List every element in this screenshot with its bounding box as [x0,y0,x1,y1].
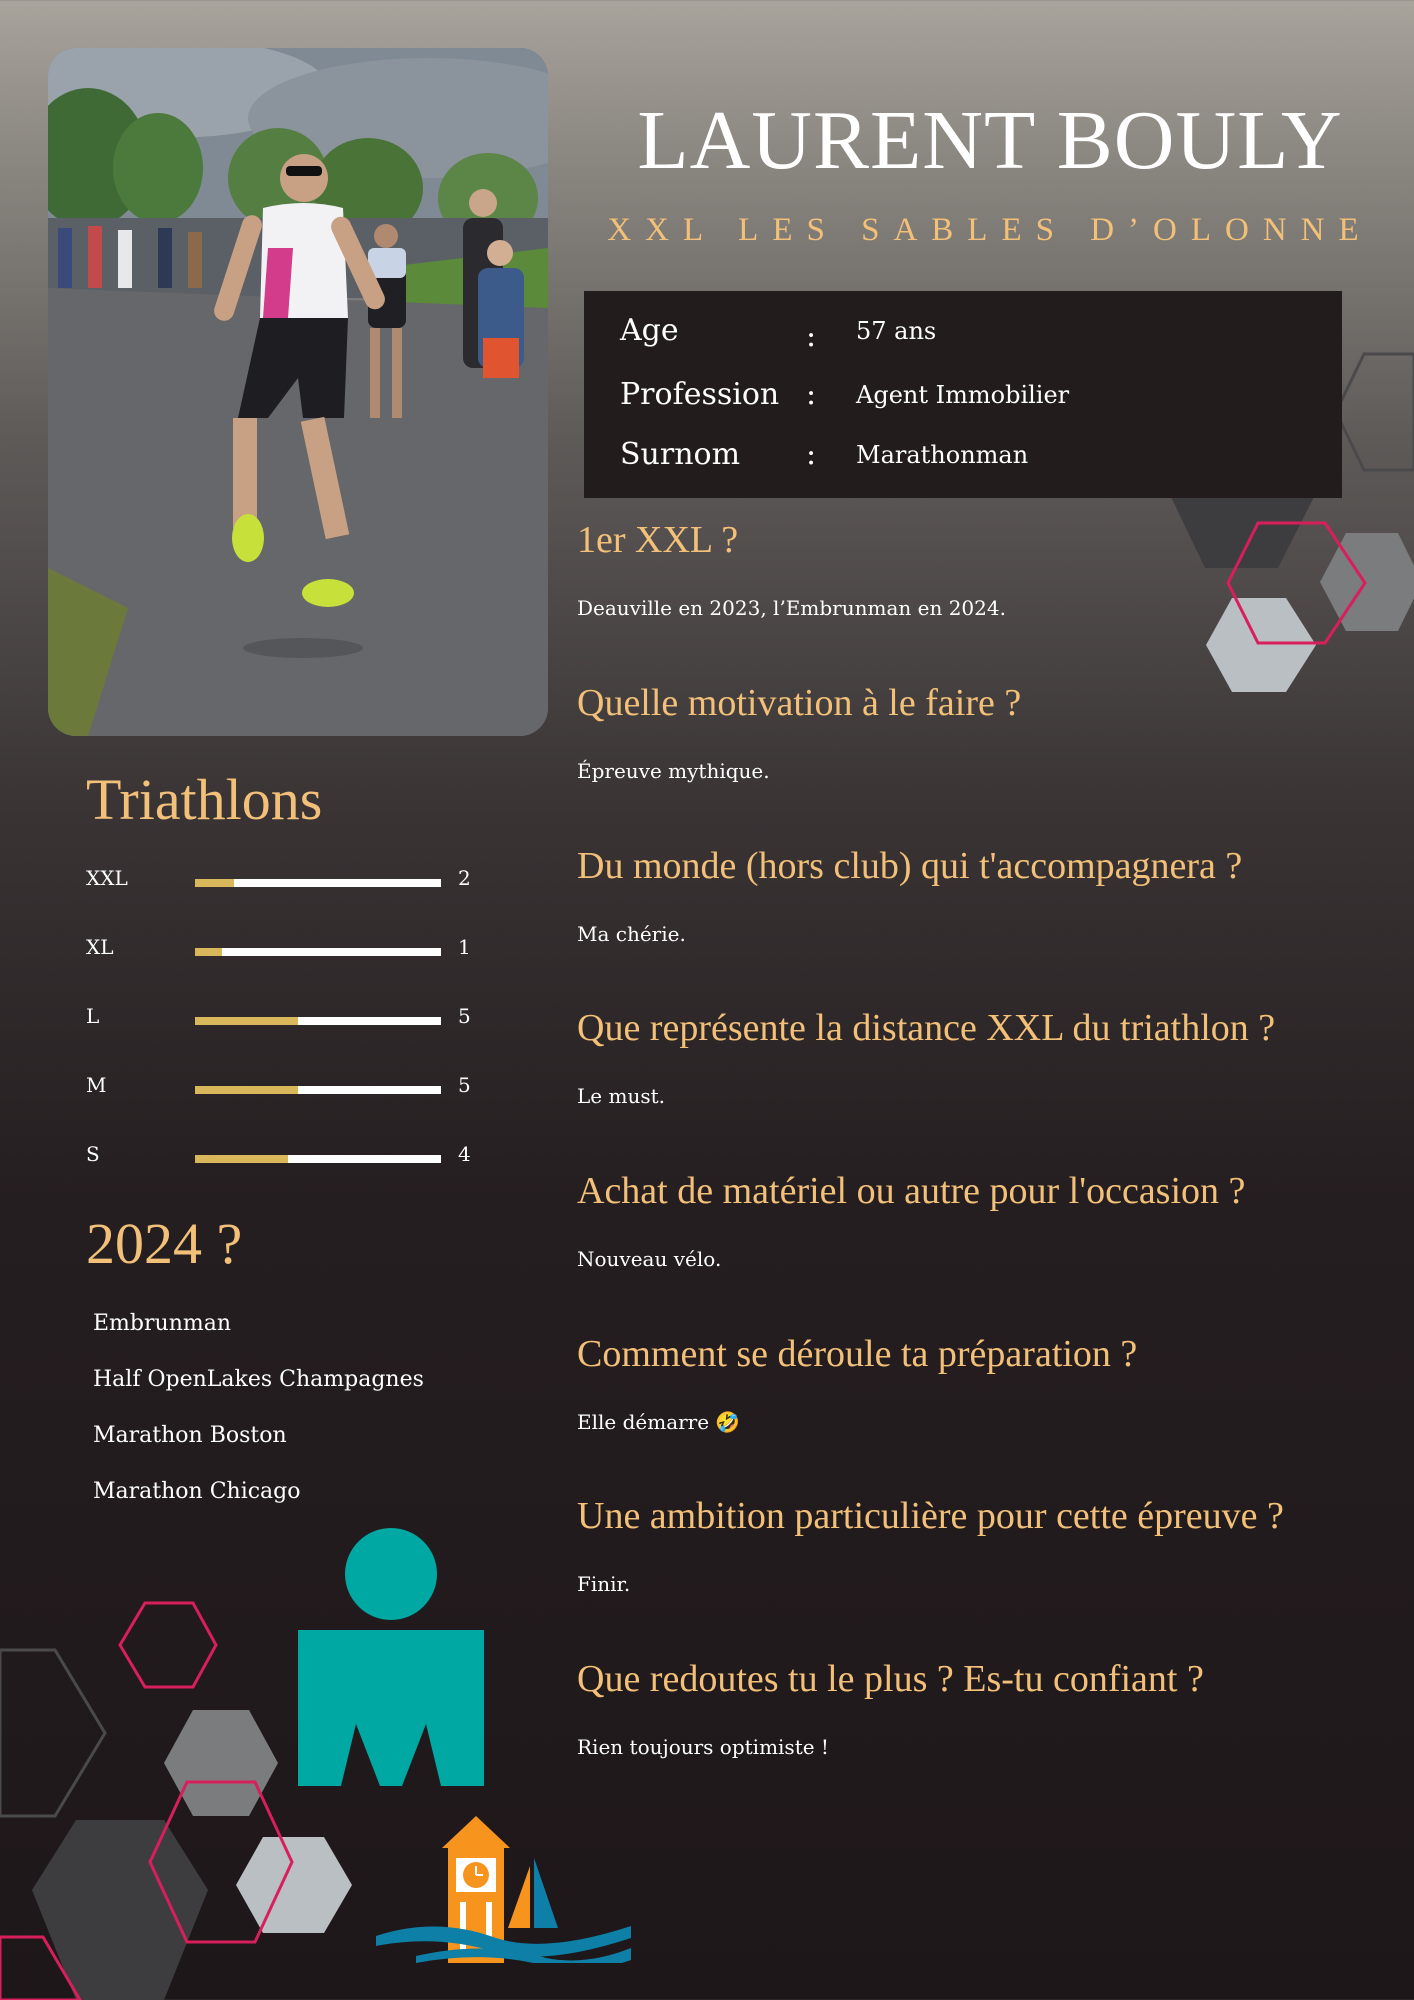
triathlon-label: L [86,1004,100,1028]
event-title: XXL LES SABLES D’OLONNE [607,212,1373,248]
qa-item-6 [577,1332,1407,1434]
triathlon-bar-fill [195,1155,288,1163]
triathlon-label: XL [86,935,114,959]
qa-question: Du monde (hors club) qui t'accompagnera ? [577,845,1243,887]
qa-item-5 [577,1169,1407,1271]
hexagon-dark-large-shape [32,1820,208,2000]
triathlon-bar-fill [195,1017,298,1025]
runner-photo-illustration [48,48,548,736]
triathlon-label: XXL [86,866,128,890]
triathlon-count: 5 [458,1073,471,1097]
qa-answer: Ma chérie. [577,922,686,946]
qa-question: Quelle motivation à le faire ? [577,682,1022,724]
triathlon-row-s [86,1142,506,1172]
triathlon-row-xxl [86,866,506,896]
info-colon: : [806,377,817,412]
triathlon-bar-track [195,1017,441,1025]
hexagon-gray-outline-shape [0,1650,105,1816]
plan-item: Marathon Chicago [93,1479,301,1504]
plan-item: Half OpenLakes Champagnes [93,1367,424,1392]
hexagon-light-shape [236,1837,352,1933]
triathlon-label: S [86,1142,100,1166]
qa-question: Une ambition particulière pour cette épreuve ? [577,1495,1284,1537]
triathlon-bar-fill [195,948,222,956]
ironman-logo [296,1528,486,1788]
qa-answer: Le must. [577,1084,665,1108]
hexagon-gray-outline-shape [1336,354,1414,470]
triathlon-bar-track [195,948,441,956]
qa-question: Que redoutes tu le plus ? Es-tu confiant ? [577,1658,1204,1700]
runner-photo [48,48,548,736]
triathlon-bar-track [195,1155,441,1163]
triathlon-bar-track [195,1086,441,1094]
qa-item-7 [577,1494,1407,1596]
triathlon-count: 5 [458,1004,471,1028]
qa-item-1 [577,518,1407,620]
info-label: Surnom [620,437,741,472]
triathlon-bar-track [195,879,441,887]
triathlon-count: 1 [458,935,471,959]
info-label: Age [620,313,679,348]
qa-answer: Deauville en 2023, l’Embrunman en 2024. [577,596,1006,620]
triathlon-row-l [86,1004,506,1034]
qa-answer: Finir. [577,1572,631,1596]
qa-question: Achat de matériel ou autre pour l'occasion ? [577,1170,1246,1212]
qa-question: Comment se déroule ta préparation ? [577,1333,1138,1375]
triathlon-bar-fill [195,879,234,887]
qa-item-8 [577,1657,1407,1759]
info-value: 57 ans [856,317,937,345]
info-colon: : [806,319,817,354]
qa-answer: Épreuve mythique. [577,759,770,783]
plan-item: Embrunman [93,1311,232,1336]
triathlon-label: M [86,1073,107,1097]
triathlon-row-xl [86,935,506,965]
qa-answer: Nouveau vélo. [577,1247,722,1271]
info-label: Profession [620,377,780,412]
athlete-name: LAURENT BOULY [637,94,1343,187]
triathlon-count: 4 [458,1142,471,1166]
hexagon-pink-outline-small-shape [120,1603,216,1687]
qa-item-4 [577,1006,1407,1108]
info-box [584,291,1342,498]
triathlons-title: Triathlons [86,767,323,832]
qa-item-3 [577,844,1407,946]
triathlon-count: 2 [458,866,471,890]
qa-item-2 [577,681,1407,783]
info-value: Agent Immobilier [856,381,1070,409]
plan-item: Marathon Boston [93,1423,287,1448]
qa-question: 1er XXL ? [577,519,739,561]
qa-answer: Rien toujours optimiste ! [577,1735,829,1759]
triathlon-bar-fill [195,1086,298,1094]
qa-answer: Elle démarre 🤣 [577,1410,741,1434]
info-colon: : [806,437,817,472]
les-sables-logo [376,1808,636,1963]
hexagon-gray-mid-shape [164,1710,278,1816]
qa-question: Que représente la distance XXL du triathlon ? [577,1007,1276,1049]
info-value: Marathonman [856,441,1029,469]
triathlon-row-m [86,1073,506,1103]
plans-title: 2024 ? [86,1211,243,1276]
